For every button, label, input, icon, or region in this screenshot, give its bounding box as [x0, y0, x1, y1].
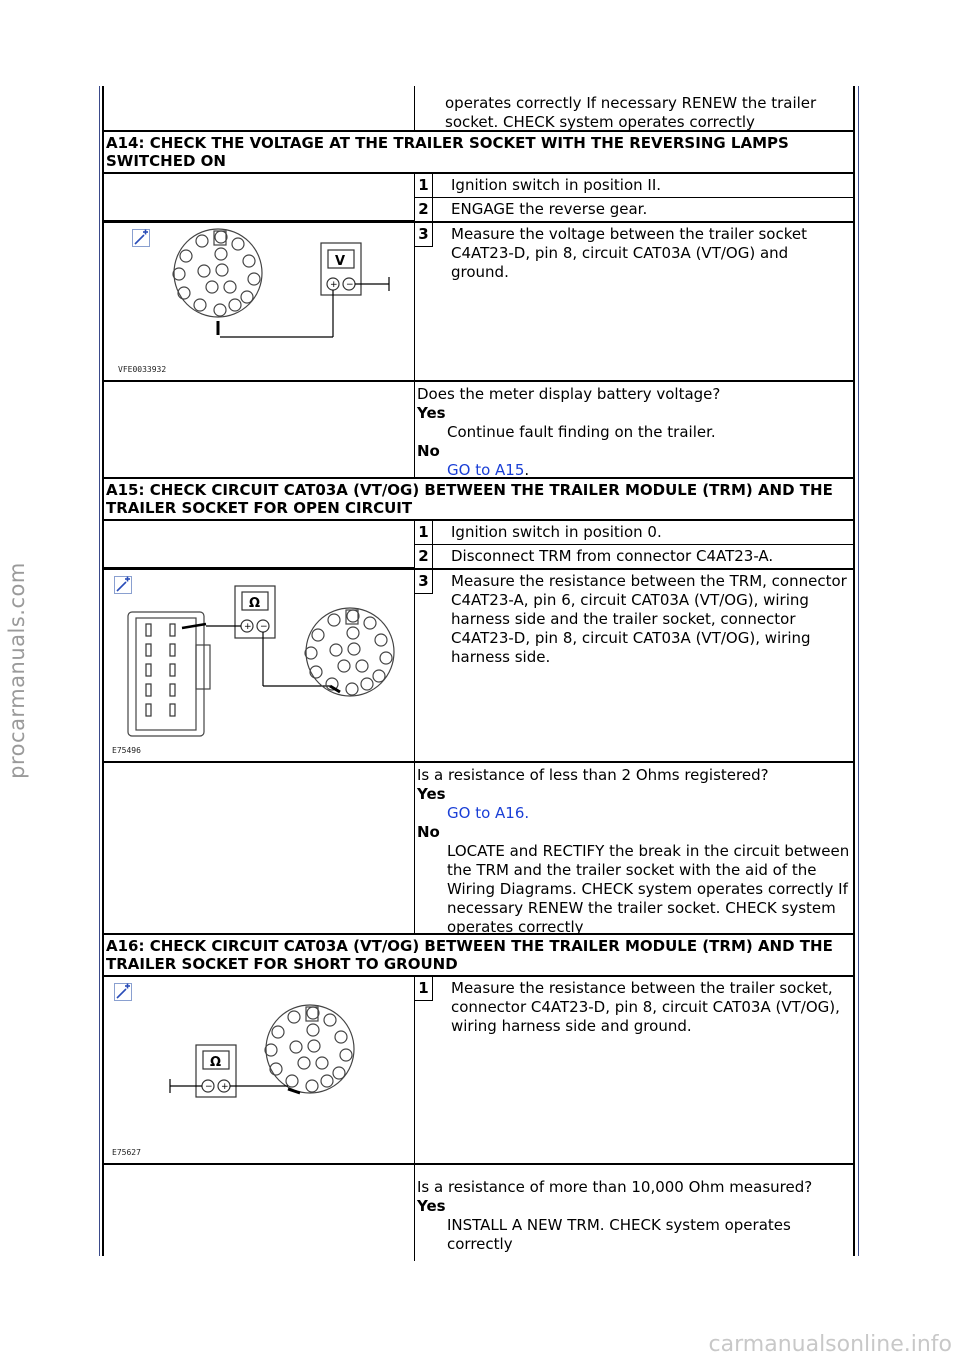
no-label: No [417, 823, 440, 841]
a14-question-blank [104, 382, 415, 477]
no-suffix: . [524, 461, 530, 479]
a14-question-row [104, 382, 854, 479]
side-watermark-text: procarmanuals.com [4, 561, 29, 779]
a14-blank-cell [104, 174, 415, 221]
trailer-socket-icon [265, 1005, 354, 1093]
a15-steps-row [104, 521, 854, 568]
trailer-socket-icon [173, 229, 262, 335]
yes-text: Continue fault finding on the trailer. [447, 423, 716, 441]
a14-question-cell [415, 382, 854, 477]
svg-text:+: + [330, 280, 338, 290]
meter-symbol: Ω [249, 596, 261, 611]
goto-a15-link[interactable]: GO to A15 [447, 461, 525, 479]
step-text: Measure the resistance between the trailer socket, connector C4AT23-D, pin 8, circuit CAT03A (VT/OG), wiring harness side and ground. [451, 979, 840, 1035]
continuation-text: operates correctly If necessary RENEW the trailer socket. CHECK system operates correctly [445, 94, 817, 131]
a15-figure-row [104, 568, 854, 763]
a16-question-cell [415, 1165, 854, 1261]
a15-question-cell [415, 763, 854, 936]
question-text: Does the meter display battery voltage? [417, 385, 721, 403]
figure-caption: VFE0033932 [118, 365, 167, 374]
a15-steps-cell [415, 521, 854, 568]
a14-figure-row [104, 221, 854, 382]
multimeter-icon [220, 243, 389, 337]
a16-step-1-cell [415, 977, 854, 1163]
right-frame-line [858, 86, 859, 1256]
procedure-table [104, 86, 854, 1261]
question-block [415, 763, 854, 939]
a16-question-blank [104, 1165, 415, 1261]
a15-step-3 [415, 570, 854, 669]
a15-figure-cell [104, 570, 415, 761]
a14-step-1 [415, 174, 854, 198]
a14-figure-cell [104, 223, 415, 380]
yes-text: INSTALL A NEW TRM. CHECK system operates correctly [447, 1216, 791, 1253]
step-text: Ignition switch in position II. [451, 176, 662, 194]
step-text: Measure the voltage between the trailer socket C4AT23-D, pin 8, circuit CAT03A (VT/OG) and ground. [451, 225, 807, 281]
step-number: 3 [415, 570, 433, 594]
step-text: Disconnect TRM from connector C4AT23-A. [451, 547, 774, 565]
step-number: 3 [415, 223, 433, 247]
a15-question-row [104, 763, 854, 935]
goto-a16-link[interactable]: GO to A16. [447, 804, 530, 822]
step-number: 1 [415, 977, 433, 1001]
yes-label: Yes [417, 404, 446, 422]
a14-step-2 [415, 198, 854, 221]
no-answer [417, 461, 852, 480]
no-text: LOCATE and RECTIFY the break in the circuit between the TRM and the trailer socket with the aid of the Wiring Diagrams. CHECK system operates correctly If necessary RENEW the trailer socket. CHECK system operates correctly [447, 842, 850, 936]
figure-caption: E75627 [112, 1148, 141, 1157]
a14-step-3-cell [415, 223, 854, 380]
multimeter-icon [206, 586, 330, 686]
a15-question-blank [104, 763, 415, 933]
trm-connector-icon [128, 612, 210, 736]
svg-text:−: − [205, 1082, 213, 1092]
question-block [415, 382, 854, 482]
step-number: 1 [415, 174, 433, 197]
trailer-socket-voltage-diagram [104, 223, 414, 380]
a14-steps-row [104, 174, 854, 221]
svg-text:−: − [346, 280, 354, 290]
step-number: 1 [415, 521, 433, 544]
a16-step-1 [415, 977, 854, 1038]
a15-step-1 [415, 521, 854, 545]
a16-figure-cell [104, 977, 415, 1163]
meter-symbol: Ω [210, 1055, 222, 1070]
question-block [415, 1165, 854, 1256]
no-label: No [417, 442, 440, 460]
step-text: ENGAGE the reverse gear. [451, 200, 648, 218]
a15-step-3-cell [415, 570, 854, 761]
svg-text:+: + [244, 622, 252, 632]
meter-symbol: V [335, 254, 346, 269]
figure-caption: E75496 [112, 746, 141, 755]
yes-label: Yes [417, 785, 446, 803]
section-heading-a14: A14: CHECK THE VOLTAGE AT THE TRAILER SOCKET WITH THE REVERSING LAMPS SWITCHED ON [104, 130, 854, 174]
continuation-left-cell [104, 86, 415, 130]
trm-to-socket-resistance-diagram [104, 570, 414, 761]
step-text: Measure the resistance between the TRM, connector C4AT23-A, pin 6, circuit CAT03A (VT/OG), wiring harness side and the trailer socket, connector C4AT23-D, pin 8, circuit CAT03A (VT/OG), wiring harness side. [451, 572, 847, 666]
bottom-watermark: carmanualsonline.info [708, 1332, 952, 1357]
a14-steps-cell [415, 174, 854, 221]
section-heading-a16: A16: CHECK CIRCUIT CAT03A (VT/OG) BETWEEN THE TRAILER MODULE (TRM) AND THE TRAILER SOCKET FOR SHORT TO GROUND [104, 935, 854, 977]
section-heading-a15: A15: CHECK CIRCUIT CAT03A (VT/OG) BETWEEN THE TRAILER MODULE (TRM) AND THE TRAILER SOCKET FOR OPEN CIRCUIT [104, 479, 854, 521]
step-number: 2 [415, 545, 433, 568]
socket-to-ground-resistance-diagram [104, 977, 414, 1163]
a15-step-2 [415, 545, 854, 568]
trailer-socket-icon [305, 608, 394, 696]
svg-text:+: + [221, 1082, 229, 1092]
yes-answer [417, 804, 852, 823]
yes-label: Yes [417, 1197, 446, 1215]
a16-figure-row [104, 977, 854, 1165]
a16-question-row [104, 1165, 854, 1261]
svg-text:−: − [260, 622, 268, 632]
a14-step-3 [415, 223, 854, 284]
continuation-row [104, 86, 854, 130]
left-frame-line [99, 86, 100, 1256]
question-text: Is a resistance of more than 10,000 Ohm measured? [417, 1178, 813, 1196]
step-text: Ignition switch in position 0. [451, 523, 662, 541]
a15-blank-cell [104, 521, 415, 568]
continuation-right-cell [415, 86, 854, 130]
step-number: 2 [415, 198, 433, 221]
side-watermark [2, 540, 32, 800]
question-text: Is a resistance of less than 2 Ohms registered? [417, 766, 769, 784]
